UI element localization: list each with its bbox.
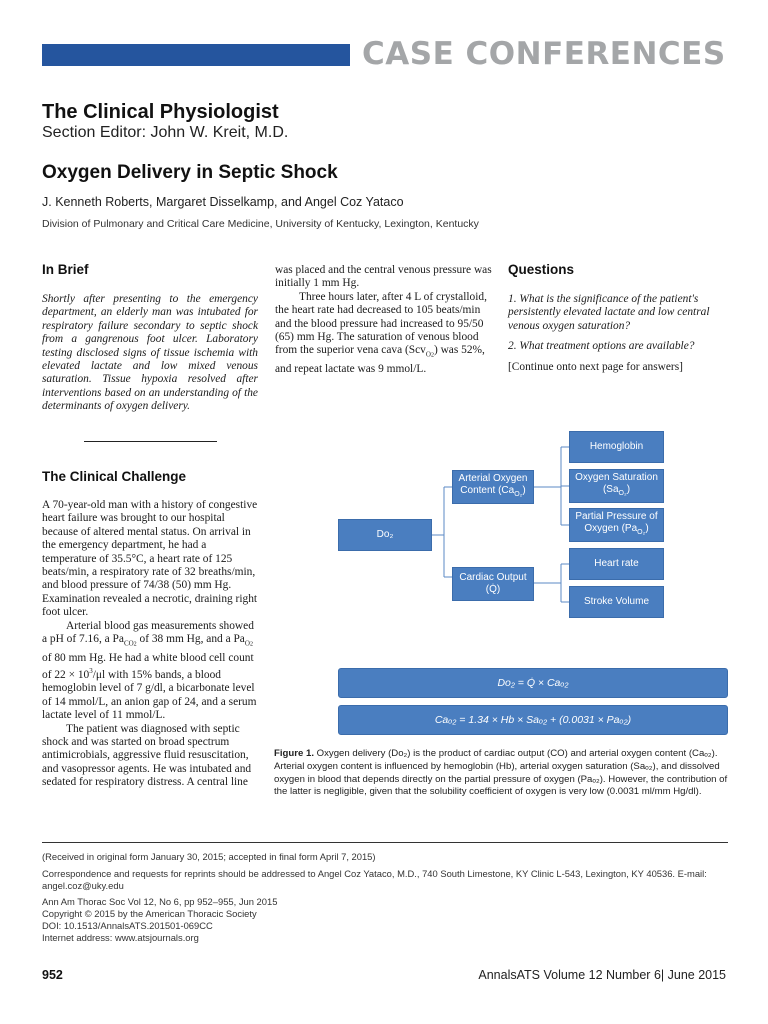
- journal-info: AnnalsATS Volume 12 Number 6| June 2015: [478, 968, 726, 982]
- heart-rate-node: Heart rate: [569, 548, 664, 580]
- questions-list: [508, 293, 726, 381]
- oxygen-delivery-diagram: [338, 428, 728, 664]
- cardiac-output-node: Cardiac Output (Q̇): [452, 567, 534, 601]
- partial-pressure-node: Partial Pressure of Oxygen $(Pa_{O_2})$: [569, 508, 664, 542]
- question-2: 2. What treatment options are available?: [508, 340, 695, 353]
- article-title: Oxygen Delivery in Septic Shock: [42, 162, 338, 183]
- case-paragraph-2: Three hours later, after 4 L of crystalloid, the heart rate had decreased to 105 beats/min and the blood pressure had increased to 95/50 (65) mm Hg. The saturation of venous blood from the superior vena cava (Scv$_{O2}$) was 52%, and repeat lactate was 9 mmol/L.: [275, 290, 487, 376]
- affiliation: Division of Pulmonary and Critical Care Medicine, University of Kentucky, Lexington, Kentucky: [42, 218, 479, 230]
- citation: Ann Am Thorac Soc Vol 12, No 6, pp 952–955, Jun 2015: [42, 896, 278, 907]
- continue-note: [Continue onto next page for answers]: [508, 360, 683, 373]
- in-brief-heading: In Brief: [42, 262, 89, 277]
- do2-node: Do₂: [338, 519, 432, 551]
- footer-divider: [42, 842, 728, 843]
- questions-heading: Questions: [508, 262, 575, 277]
- stroke-volume-node: Stroke Volume: [569, 586, 664, 618]
- copyright: Copyright © 2015 by the American Thoracic Society: [42, 908, 257, 919]
- banner-bar: [42, 44, 350, 66]
- case-continuation: [275, 264, 495, 377]
- clinical-challenge-heading: The Clinical Challenge: [42, 469, 187, 484]
- correspondence: Correspondence and requests for reprints should be addressed to Angel Coz Yataco, M.D., 740 South Limestone, KY Clinic L-543, Lexington, KY 40536. E-mail: angel.coz@uky.edu: [42, 868, 707, 891]
- page-number: 952: [42, 968, 63, 982]
- brief-divider: [84, 441, 217, 442]
- question-1: 1. What is the significance of the patient's persistently elevated lactate and low central venous oxygen saturation?: [508, 293, 710, 332]
- case-paragraph-1: was placed and the central venous pressure was initially 1 mm Hg.: [275, 264, 492, 290]
- cao2-formula: Caₒ₂ = 1.34 × Hb × Saₒ₂ + (0.0031 × Paₒ₂): [338, 705, 728, 735]
- challenge-paragraph-1: A 70-year-old man with a history of congestive heart failure was brought to our hospital because of altered mental status. On arrival in the emergency department, he had a temperature of 35.5°C, a heart rate of 125 beats/min, a respiratory rate of 32 breaths/min, and blood pressure of 74/38 (50) mm Hg. Examination revealed a necrotic, draining right foot ulcer.: [42, 499, 258, 619]
- clinical-challenge-body: [42, 499, 260, 790]
- do2-formula: Do₂ = Q̇ × Caₒ₂: [338, 668, 728, 698]
- received-dates: (Received in original form January 30, 2015; accepted in final form April 7, 2015): [42, 851, 376, 862]
- internet-address: Internet address: www.atsjournals.org: [42, 932, 199, 943]
- authors: J. Kenneth Roberts, Margaret Disselkamp, and Angel Coz Yataco: [42, 195, 404, 209]
- challenge-paragraph-2: Arterial blood gas measurements showed a pH of 7.16, a $Pa_{CO2}$ of 38 mm Hg, and a $Pa_{O2}$ of 80 mm Hg. He had a white blood cell count of $22 \times 10^3/\mu l$ with 15% bands, a blood hemoglobin level of 7 g/dl, a bicarbonate level of 14 mmol/L, an anion gap of 24, and a serum lactate level of 11 mmol/L.: [42, 619, 257, 722]
- doi: DOI: 10.1513/AnnalsATS.201501-069CC: [42, 920, 213, 931]
- section-editor: Section Editor: John W. Kreit, M.D.: [42, 124, 289, 141]
- arterial-oxygen-content-node: Arterial Oxygen Content $(Ca_{O_2})$: [452, 470, 534, 504]
- figure-caption: Figure 1. Oxygen delivery (Do₂) is the product of cardiac output (CO) and arterial oxygen content (Caₒ₂). Arterial oxygen content is influenced by hemoglobin (Hb), arterial oxygen saturation (Saₒ₂), and dissolved oxygen in blood that depends directly on the partial pressure of oxygen (Paₒ₂). However, the contribution of the latter is negligible, given that the solubility coefficient of oxygen is very low (0.0031 ml/mm Hg/dl).: [274, 748, 728, 798]
- oxygen-saturation-node: Oxygen Saturation $(Sa_{O_2})$: [569, 469, 664, 503]
- hemoglobin-node: Hemoglobin: [569, 431, 664, 463]
- section-title: The Clinical Physiologist: [42, 101, 279, 123]
- challenge-paragraph-3: The patient was diagnosed with septic shock and was started on broad spectrum antimicrobials, aggressive fluid resuscitation, and vasopressor agents. He was intubated and sedated for respiratory distress. A central line: [42, 722, 252, 789]
- in-brief-text: Shortly after presenting to the emergency department, an elderly man was intubated for respiratory failure secondary to septic shock from a gangrenous foot ulcer. Laboratory testing disclosed signs of tissue ischemia with elevated lactate and low mixed venous saturation. Tissue hypoxia resolved after interventions based on an understanding of the determinants of oxygen delivery.: [42, 293, 258, 413]
- banner-title: CASE CONFERENCES: [362, 36, 726, 72]
